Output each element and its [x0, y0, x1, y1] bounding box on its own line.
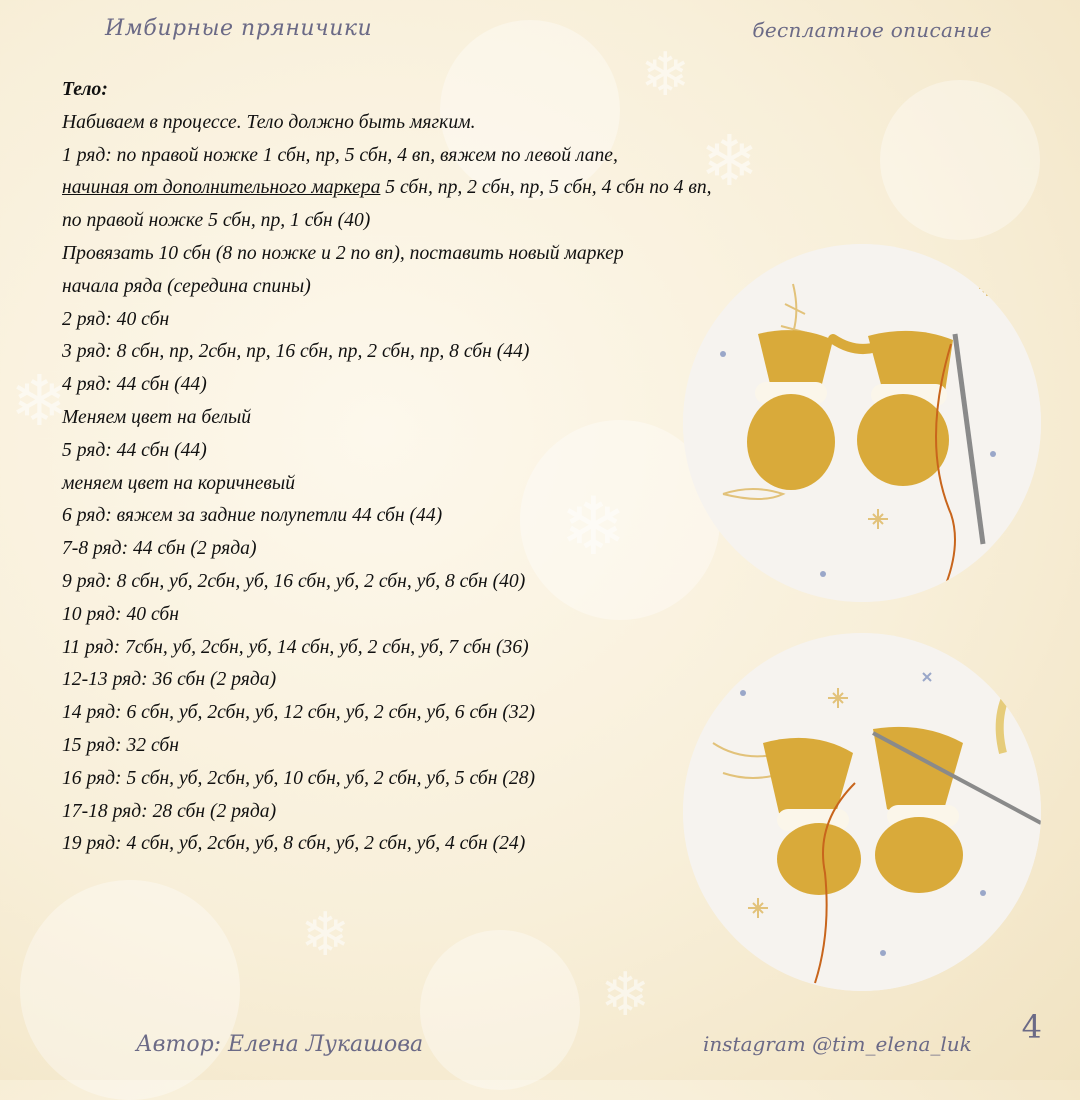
page-number: 4: [1021, 1008, 1042, 1046]
snowflake-icon: ❄: [640, 40, 691, 110]
pattern-line: 3 ряд: 8 сбн, пр, 2сбн, пр, 16 сбн, пр, 2 сбн, пр, 8 сбн (44): [62, 341, 530, 363]
pattern-line: 2 ряд: 40 сбн: [62, 308, 170, 330]
pattern-line: 1 ряд: по правой ножке 1 сбн, пр, 5 сбн, 4 вп, вяжем по левой лапе,: [62, 144, 618, 166]
pattern-line: меняем цвет на коричневый: [62, 472, 295, 494]
snowflake-icon: ❄: [10, 360, 69, 442]
snowflake-icon: ❄: [560, 480, 628, 573]
snowflake-icon: ❄: [600, 960, 651, 1030]
pattern-line: 19 ряд: 4 сбн, уб, 2сбн, уб, 8 сбн, уб, 2 сбн, уб, 4 сбн (24): [62, 833, 526, 855]
pattern-line: Меняем цвет на белый: [62, 406, 252, 428]
pattern-line: по правой ножке 5 сбн, пр, 1 сбн (40): [62, 210, 371, 232]
pattern-line: 15 ряд: 32 сбн: [62, 734, 179, 756]
snowflake-icon: ❄: [700, 120, 759, 202]
page-title: Имбирные пряничики: [105, 16, 373, 41]
bokeh-light: [880, 80, 1040, 240]
pattern-line: начала ряда (середина спины): [62, 275, 311, 297]
snowflake-icon: ❄: [300, 900, 351, 970]
pattern-line: 14 ряд: 6 сбн, уб, 2сбн, уб, 12 сбн, уб, 2 сбн, уб, 6 сбн (32): [62, 702, 536, 724]
bokeh-light: [20, 880, 240, 1100]
underlined-text: начиная от дополнительного маркера: [62, 177, 381, 199]
pattern-line: 11 ряд: 7сбн, уб, 2сбн, уб, 14 сбн, уб, 2 сбн, уб, 7 сбн (36): [62, 636, 529, 658]
pattern-line: Провязать 10 сбн (8 по ножке и 2 по вп), поставить новый маркер: [62, 242, 624, 264]
photo-crochet-legs-joined: [683, 244, 1041, 602]
pattern-line-underlined: [62, 172, 722, 205]
pattern-line: 7-8 ряд: 44 сбн (2 ряда): [62, 538, 257, 560]
pattern-line: 4 ряд: 44 сбн (44): [62, 374, 207, 396]
pattern-line: 9 ряд: 8 сбн, уб, 2сбн, уб, 16 сбн, уб, 2 сбн, уб, 8 сбн (40): [62, 570, 526, 592]
author-credit: Автор: Елена Лукашова: [136, 1032, 424, 1057]
crochet-legs-illustration: [683, 633, 1041, 991]
pattern-line: 12-13 ряд: 36 сбн (2 ряда): [62, 669, 277, 691]
pattern-text: [62, 74, 722, 861]
pattern-line: 6 ряд: вяжем за задние полупетли 44 сбн (44): [62, 505, 443, 527]
pattern-line: 17-18 ряд: 28 сбн (2 ряда): [62, 800, 277, 822]
crochet-legs-illustration: [683, 244, 1041, 602]
pattern-line: 16 ряд: 5 сбн, уб, 2сбн, уб, 10 сбн, уб, 2 сбн, уб, 5 сбн (28): [62, 767, 536, 789]
section-title: Тело:: [62, 79, 108, 100]
bokeh-light: [420, 930, 580, 1090]
pattern-line: 5 ряд: 44 сбн (44): [62, 439, 207, 461]
photo-crochet-legs-needle: [683, 633, 1041, 991]
instagram-handle[interactable]: instagram @tim_elena_luk: [703, 1032, 972, 1056]
underlined-rest: 5 сбн, пр, 2 сбн, пр, 5 сбн, 4 сбн по 4 вп,: [380, 177, 712, 199]
pattern-line: Набиваем в процессе. Тело должно быть мягким.: [62, 111, 476, 133]
pattern-line: 10 ряд: 40 сбн: [62, 603, 179, 625]
page-subtitle: бесплатное описание: [752, 18, 992, 42]
